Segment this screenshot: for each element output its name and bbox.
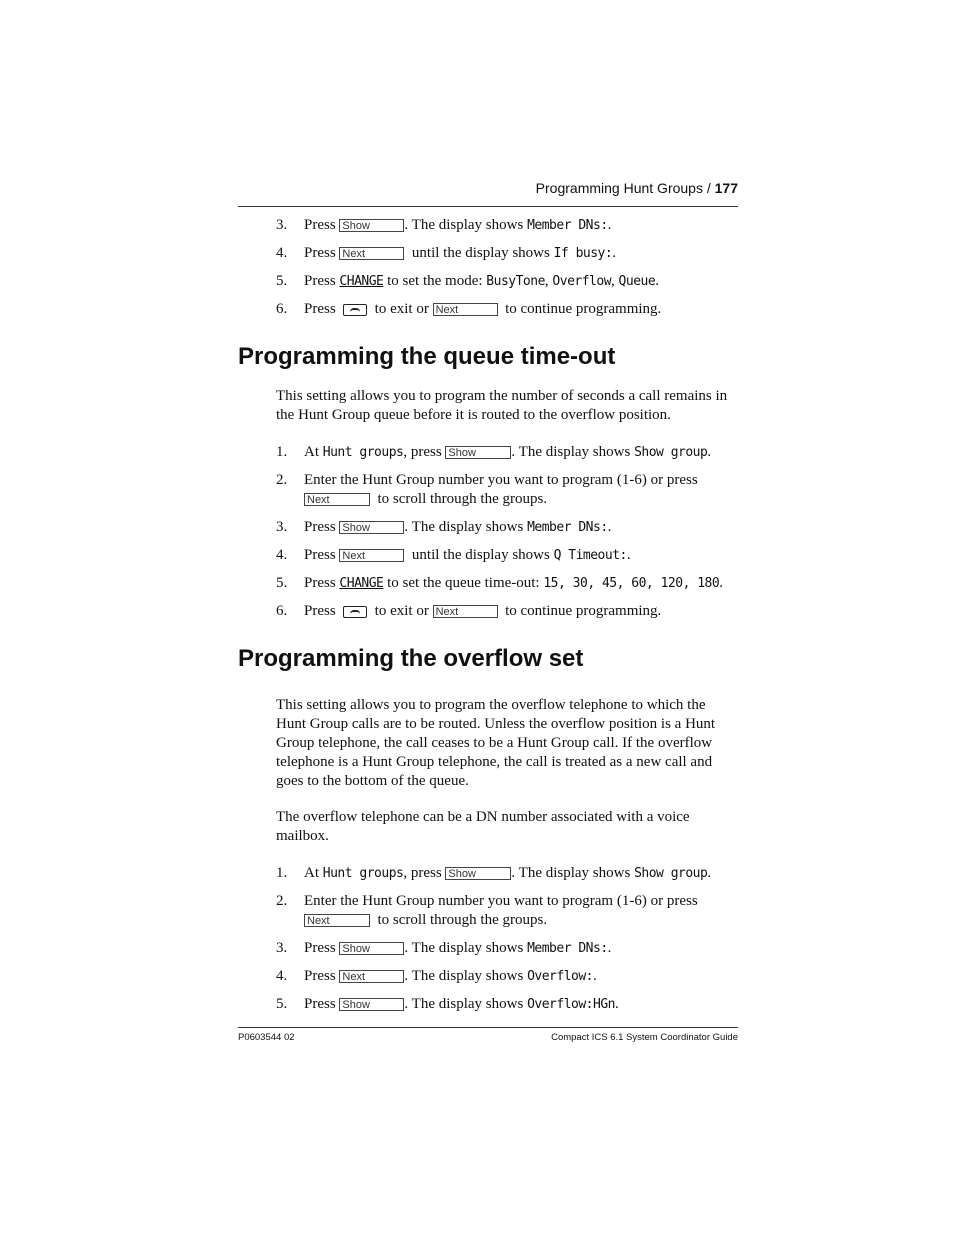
step-text: Enter the Hunt Group number you want to program (1-6) or press: [304, 472, 698, 488]
document-title: Compact ICS 6.1 System Coordinator Guide: [551, 1032, 738, 1043]
show-key: Show: [339, 219, 404, 232]
document-number: P0603544 02: [238, 1032, 295, 1043]
step-text: At Hunt groups, press Show . The display shows Show group.: [304, 444, 712, 460]
step-text: Press Show . The display shows Member DNs:.: [304, 519, 612, 535]
release-key-icon: [343, 304, 367, 316]
page-number: 177: [714, 180, 738, 196]
step-number: 3.: [276, 940, 288, 956]
intro-paragraph: This setting allows you to program the number of seconds a call remains in the Hunt Group queue before it is routed to the overflow position.: [276, 388, 728, 423]
step-number: 1.: [276, 444, 288, 460]
section-heading: Programming the overflow set: [238, 645, 584, 672]
step-text: Press Next until the display shows If busy:.: [304, 245, 616, 261]
show-key: Show: [445, 867, 511, 880]
change-key: CHANGE: [339, 576, 384, 591]
step-text: Next to scroll through the groups.: [304, 911, 547, 930]
page-header: [238, 180, 738, 207]
step-number: 4.: [276, 547, 288, 563]
step-text: Press Next until the display shows Q Timeout:.: [304, 547, 631, 563]
step-text: Next to scroll through the groups.: [304, 490, 547, 509]
intro-paragraph: This setting allows you to program the overflow telephone to which the Hunt Group calls are to be routed. Unless the overflow position is a Hunt Group telephone, the call ceases to be a Hunt Group call. If the overflow telephone is a Hunt Group telephone, the call is treated as a new call and goes to the bottom of the queue.: [276, 697, 716, 789]
show-key: Show: [339, 998, 404, 1011]
step-number: 3.: [276, 217, 288, 233]
show-key: Show: [339, 942, 404, 955]
page-footer: [238, 1027, 738, 1043]
step-text: Press to exit or Next to continue programming.: [304, 603, 662, 619]
step-text: Press Show . The display shows Member DNs:.: [304, 940, 612, 956]
step-number: 6.: [276, 301, 288, 317]
header-text: [536, 180, 738, 196]
step-text: Press CHANGE to set the queue time-out: 15, 30, 45, 60, 120, 180.: [304, 575, 723, 591]
step-text: At Hunt groups, press Show . The display shows Show group.: [304, 865, 712, 881]
step-number: 5.: [276, 575, 288, 591]
next-key: Next: [433, 303, 498, 316]
step-number: 3.: [276, 519, 288, 535]
step-text: Enter the Hunt Group number you want to program (1-6) or press: [304, 893, 698, 909]
release-key-icon: [343, 606, 367, 618]
show-key: Show: [339, 521, 404, 534]
step-number: 2.: [276, 893, 288, 909]
step-text: Press Next . The display shows Overflow:.: [304, 968, 597, 984]
step-number: 5.: [276, 996, 288, 1012]
step-text: Press Show . The display shows Overflow:HGn.: [304, 996, 619, 1012]
step-text: Press CHANGE to set the mode: BusyTone, Overflow, Queue.: [304, 273, 659, 289]
step-number: 1.: [276, 865, 288, 881]
step-number: 5.: [276, 273, 288, 289]
step-number: 4.: [276, 245, 288, 261]
show-key: Show: [445, 446, 511, 459]
header-title: Programming Hunt Groups /: [535, 180, 711, 196]
change-key: CHANGE: [339, 274, 384, 289]
step-text: Press to exit or Next to continue programming.: [304, 301, 662, 317]
step-number: 6.: [276, 603, 288, 619]
section-heading: Programming the queue time-out: [238, 343, 616, 370]
step-number: 2.: [276, 472, 288, 488]
next-key: Next: [304, 493, 370, 506]
next-key: Next: [339, 247, 404, 260]
step-number: 4.: [276, 968, 288, 984]
next-key: Next: [339, 970, 404, 983]
next-key: Next: [304, 914, 370, 927]
next-key: Next: [339, 549, 404, 562]
note-paragraph: The overflow telephone can be a DN number associated with a voice mailbox.: [276, 809, 690, 844]
next-key: Next: [433, 605, 498, 618]
step-text: Press Show . The display shows Member DNs:.: [304, 217, 612, 233]
